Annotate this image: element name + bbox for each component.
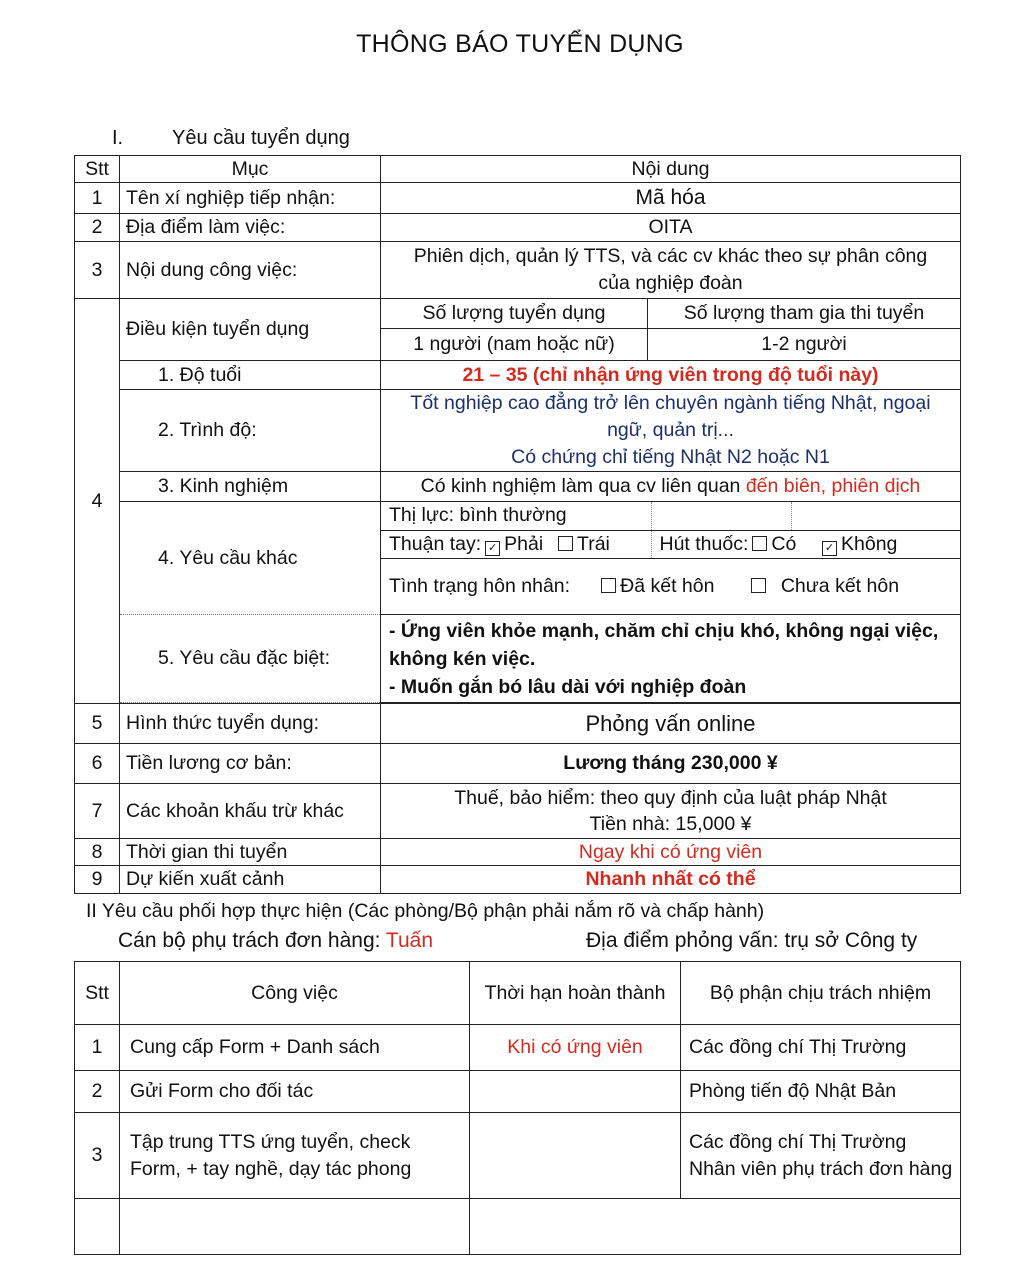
document-title: THÔNG BÁO TUYỂN DỤNG xyxy=(356,30,684,58)
special-line1: - Ứng viên khỏe mạnh, chăm chỉ chịu khó, không ngại việc, không kén việc. xyxy=(389,619,939,670)
smoke-yes: Có xyxy=(771,532,797,555)
table-row xyxy=(75,242,961,299)
row-stt: 8 xyxy=(75,839,120,866)
row-label: Thời gian thi tuyển xyxy=(120,839,381,866)
age-row xyxy=(75,361,961,390)
handedness xyxy=(381,530,651,558)
smoke-no: Không xyxy=(841,532,898,555)
experience-value xyxy=(381,472,961,502)
row-stt: 1 xyxy=(75,1025,120,1071)
row-deadline: Khi có ứng viên xyxy=(470,1025,681,1071)
section1-heading xyxy=(112,127,350,150)
row-dept: Các đồng chí Thị Trường xyxy=(681,1025,961,1071)
other-requirements-row xyxy=(75,502,961,615)
checkbox-icon[interactable] xyxy=(558,536,573,551)
special-line2: - Muốn gắn bó lâu dài với nghiệp đoàn xyxy=(389,675,747,698)
table-header-row xyxy=(75,156,961,183)
marital-status xyxy=(381,558,960,614)
deduction-line1: Thuế, bảo hiểm: theo quy định của luật pháp Nhật xyxy=(454,787,887,809)
table-row xyxy=(75,1025,961,1071)
header-work: Công việc xyxy=(120,962,470,1025)
experience-value-a: Có kinh nghiệm làm qua cv liên quan xyxy=(420,475,746,497)
section1-label: Yêu cầu tuyển dụng xyxy=(172,127,350,149)
qty-value: 1 người (nam hoặc nữ) xyxy=(381,329,648,361)
marital-single: Chưa kết hôn xyxy=(780,575,900,598)
table-header-row xyxy=(75,962,961,1025)
header-deadline: Thời hạn hoàn thành xyxy=(470,962,681,1025)
table-row xyxy=(75,784,961,839)
blank-cell xyxy=(651,502,791,530)
experience-label: 3. Kinh nghiệm xyxy=(120,472,381,502)
row-label: Các khoản khấu trừ khác xyxy=(120,784,381,839)
interview-place: Địa điểm phỏng vấn: trụ sở Công ty xyxy=(586,929,918,952)
section1-number: I. xyxy=(112,127,124,149)
row-label: Hình thức tuyển dụng: xyxy=(120,704,381,744)
table-row xyxy=(75,839,961,866)
table-row xyxy=(75,183,961,214)
manager-label: Cán bộ phụ trách đơn hàng: xyxy=(118,929,386,952)
hand-left: Trái xyxy=(577,532,610,555)
empty-cell xyxy=(120,1199,470,1255)
row-stt: 1 xyxy=(75,183,120,214)
education-value-line2: Có chứng chỉ tiếng Nhật N2 hoặc N1 xyxy=(511,446,830,468)
row-value: Nhanh nhất có thể xyxy=(381,866,961,894)
row-dept: Phòng tiến độ Nhật Bản xyxy=(681,1071,961,1113)
section2-heading: II Yêu cầu phối hợp thực hiện (Các phòng/Bộ phận phải nắm rõ và chấp hành) xyxy=(86,900,765,922)
special-label: 5. Yêu cầu đặc biệt: xyxy=(120,615,381,703)
marital-married: Đã kết hôn xyxy=(620,575,715,598)
table-row xyxy=(75,214,961,242)
empty-cell xyxy=(75,1199,120,1255)
row-label: Địa điểm làm việc: xyxy=(120,214,381,242)
hand-right: Phải xyxy=(504,532,544,555)
row-label: Dự kiến xuất cảnh xyxy=(120,866,381,894)
row-value: Phiên dịch, quản lý TTS, và các cv khác theo sự phân công của nghiệp đoàn xyxy=(381,242,961,299)
checkbox-icon[interactable] xyxy=(601,578,616,593)
age-value: 21 – 35 (chỉ nhận ứng viên trong độ tuổi này) xyxy=(381,361,961,390)
row-stt: 7 xyxy=(75,784,120,839)
row-work: Tập trung TTS ứng tuyển, check Form, + tay nghề, dạy tác phong xyxy=(120,1113,470,1199)
coordination-table xyxy=(74,961,961,1255)
order-manager xyxy=(118,929,433,953)
row-stt: 3 xyxy=(75,242,120,299)
education-label: 2. Trình độ: xyxy=(120,390,381,472)
education-value-line1: Tốt nghiệp cao đẳng trở lên chuyên ngành tiếng Nhật, ngoại ngữ, quản trị... xyxy=(410,392,931,441)
table-row xyxy=(75,744,961,784)
header-dept: Bộ phận chịu trách nhiệm xyxy=(681,962,961,1025)
row-stt: 2 xyxy=(75,214,120,242)
experience-row xyxy=(75,472,961,502)
special-requirements-row xyxy=(75,615,961,703)
table-row xyxy=(75,704,961,744)
manager-name: Tuấn xyxy=(385,929,434,952)
deduction-line2: Tiền nhà: 15,000 ¥ xyxy=(589,813,752,835)
table-row xyxy=(75,866,961,894)
row-label: Tên xí nghiệp tiếp nhận: xyxy=(120,183,381,214)
row-value: Phỏng vấn online xyxy=(381,704,961,744)
empty-cell xyxy=(470,1199,961,1255)
row-stt: 6 xyxy=(75,744,120,784)
header-stt: Stt xyxy=(75,156,120,183)
header-stt: Stt xyxy=(75,962,120,1025)
checkbox-icon[interactable] xyxy=(751,578,766,593)
exam-header: Số lượng tham gia thi tuyển xyxy=(648,299,961,329)
header-noidung: Nội dung xyxy=(381,156,961,183)
row-label: Nội dung công việc: xyxy=(120,242,381,299)
row-value: Lương tháng 230,000 ¥ xyxy=(381,744,961,784)
education-row xyxy=(75,390,961,472)
empty-row xyxy=(75,1199,961,1255)
row-stt: 5 xyxy=(75,704,120,744)
row-value: Ngay khi có ứng viên xyxy=(381,839,961,866)
row-value xyxy=(381,784,961,839)
smoking xyxy=(651,530,960,558)
checked-checkbox-icon[interactable]: ✓ xyxy=(822,541,837,556)
education-value xyxy=(381,390,961,472)
requirements-table xyxy=(74,155,961,894)
row-stt: 3 xyxy=(75,1113,120,1199)
dept-line2: Nhân viên phụ trách đơn hàng xyxy=(689,1157,953,1180)
row-deadline xyxy=(470,1113,681,1199)
row-label: Tiền lương cơ bản: xyxy=(120,744,381,784)
special-value xyxy=(381,615,961,703)
table-row-conditions xyxy=(75,299,961,329)
other-requirements-grid xyxy=(381,502,960,614)
row-value: OITA xyxy=(381,214,961,242)
eyesight: Thị lực: bình thường xyxy=(381,502,651,530)
table-row xyxy=(75,1113,961,1199)
row-dept xyxy=(681,1113,961,1199)
smoke-label: Hút thuốc: xyxy=(659,532,749,555)
row-value: Mã hóa xyxy=(381,183,961,214)
marital-label: Tình trạng hôn nhân: xyxy=(389,575,571,598)
hand-label: Thuận tay: xyxy=(389,532,482,555)
checked-checkbox-icon[interactable]: ✓ xyxy=(485,541,500,556)
header-muc: Mục xyxy=(120,156,381,183)
qty-header: Số lượng tuyển dụng xyxy=(381,299,648,329)
row-deadline xyxy=(470,1071,681,1113)
other-requirements-cell xyxy=(381,502,961,615)
experience-value-b: đến biên, phiên dịch xyxy=(745,475,921,497)
dept-line1: Các đồng chí Thị Trường xyxy=(689,1130,907,1153)
age-label: 1. Độ tuổi xyxy=(120,361,381,390)
row-work: Gửi Form cho đối tác xyxy=(120,1071,470,1113)
blank-cell xyxy=(791,502,960,530)
conditions-label: Điều kiện tuyển dụng xyxy=(120,299,381,361)
row-stt: 9 xyxy=(75,866,120,894)
exam-value: 1-2 người xyxy=(648,329,961,361)
row-stt: 2 xyxy=(75,1071,120,1113)
checkbox-icon[interactable] xyxy=(752,536,767,551)
other-label: 4. Yêu cầu khác xyxy=(120,502,381,615)
table-row xyxy=(75,1071,961,1113)
row-work: Cung cấp Form + Danh sách xyxy=(120,1025,470,1071)
row-stt: 4 xyxy=(75,299,120,704)
